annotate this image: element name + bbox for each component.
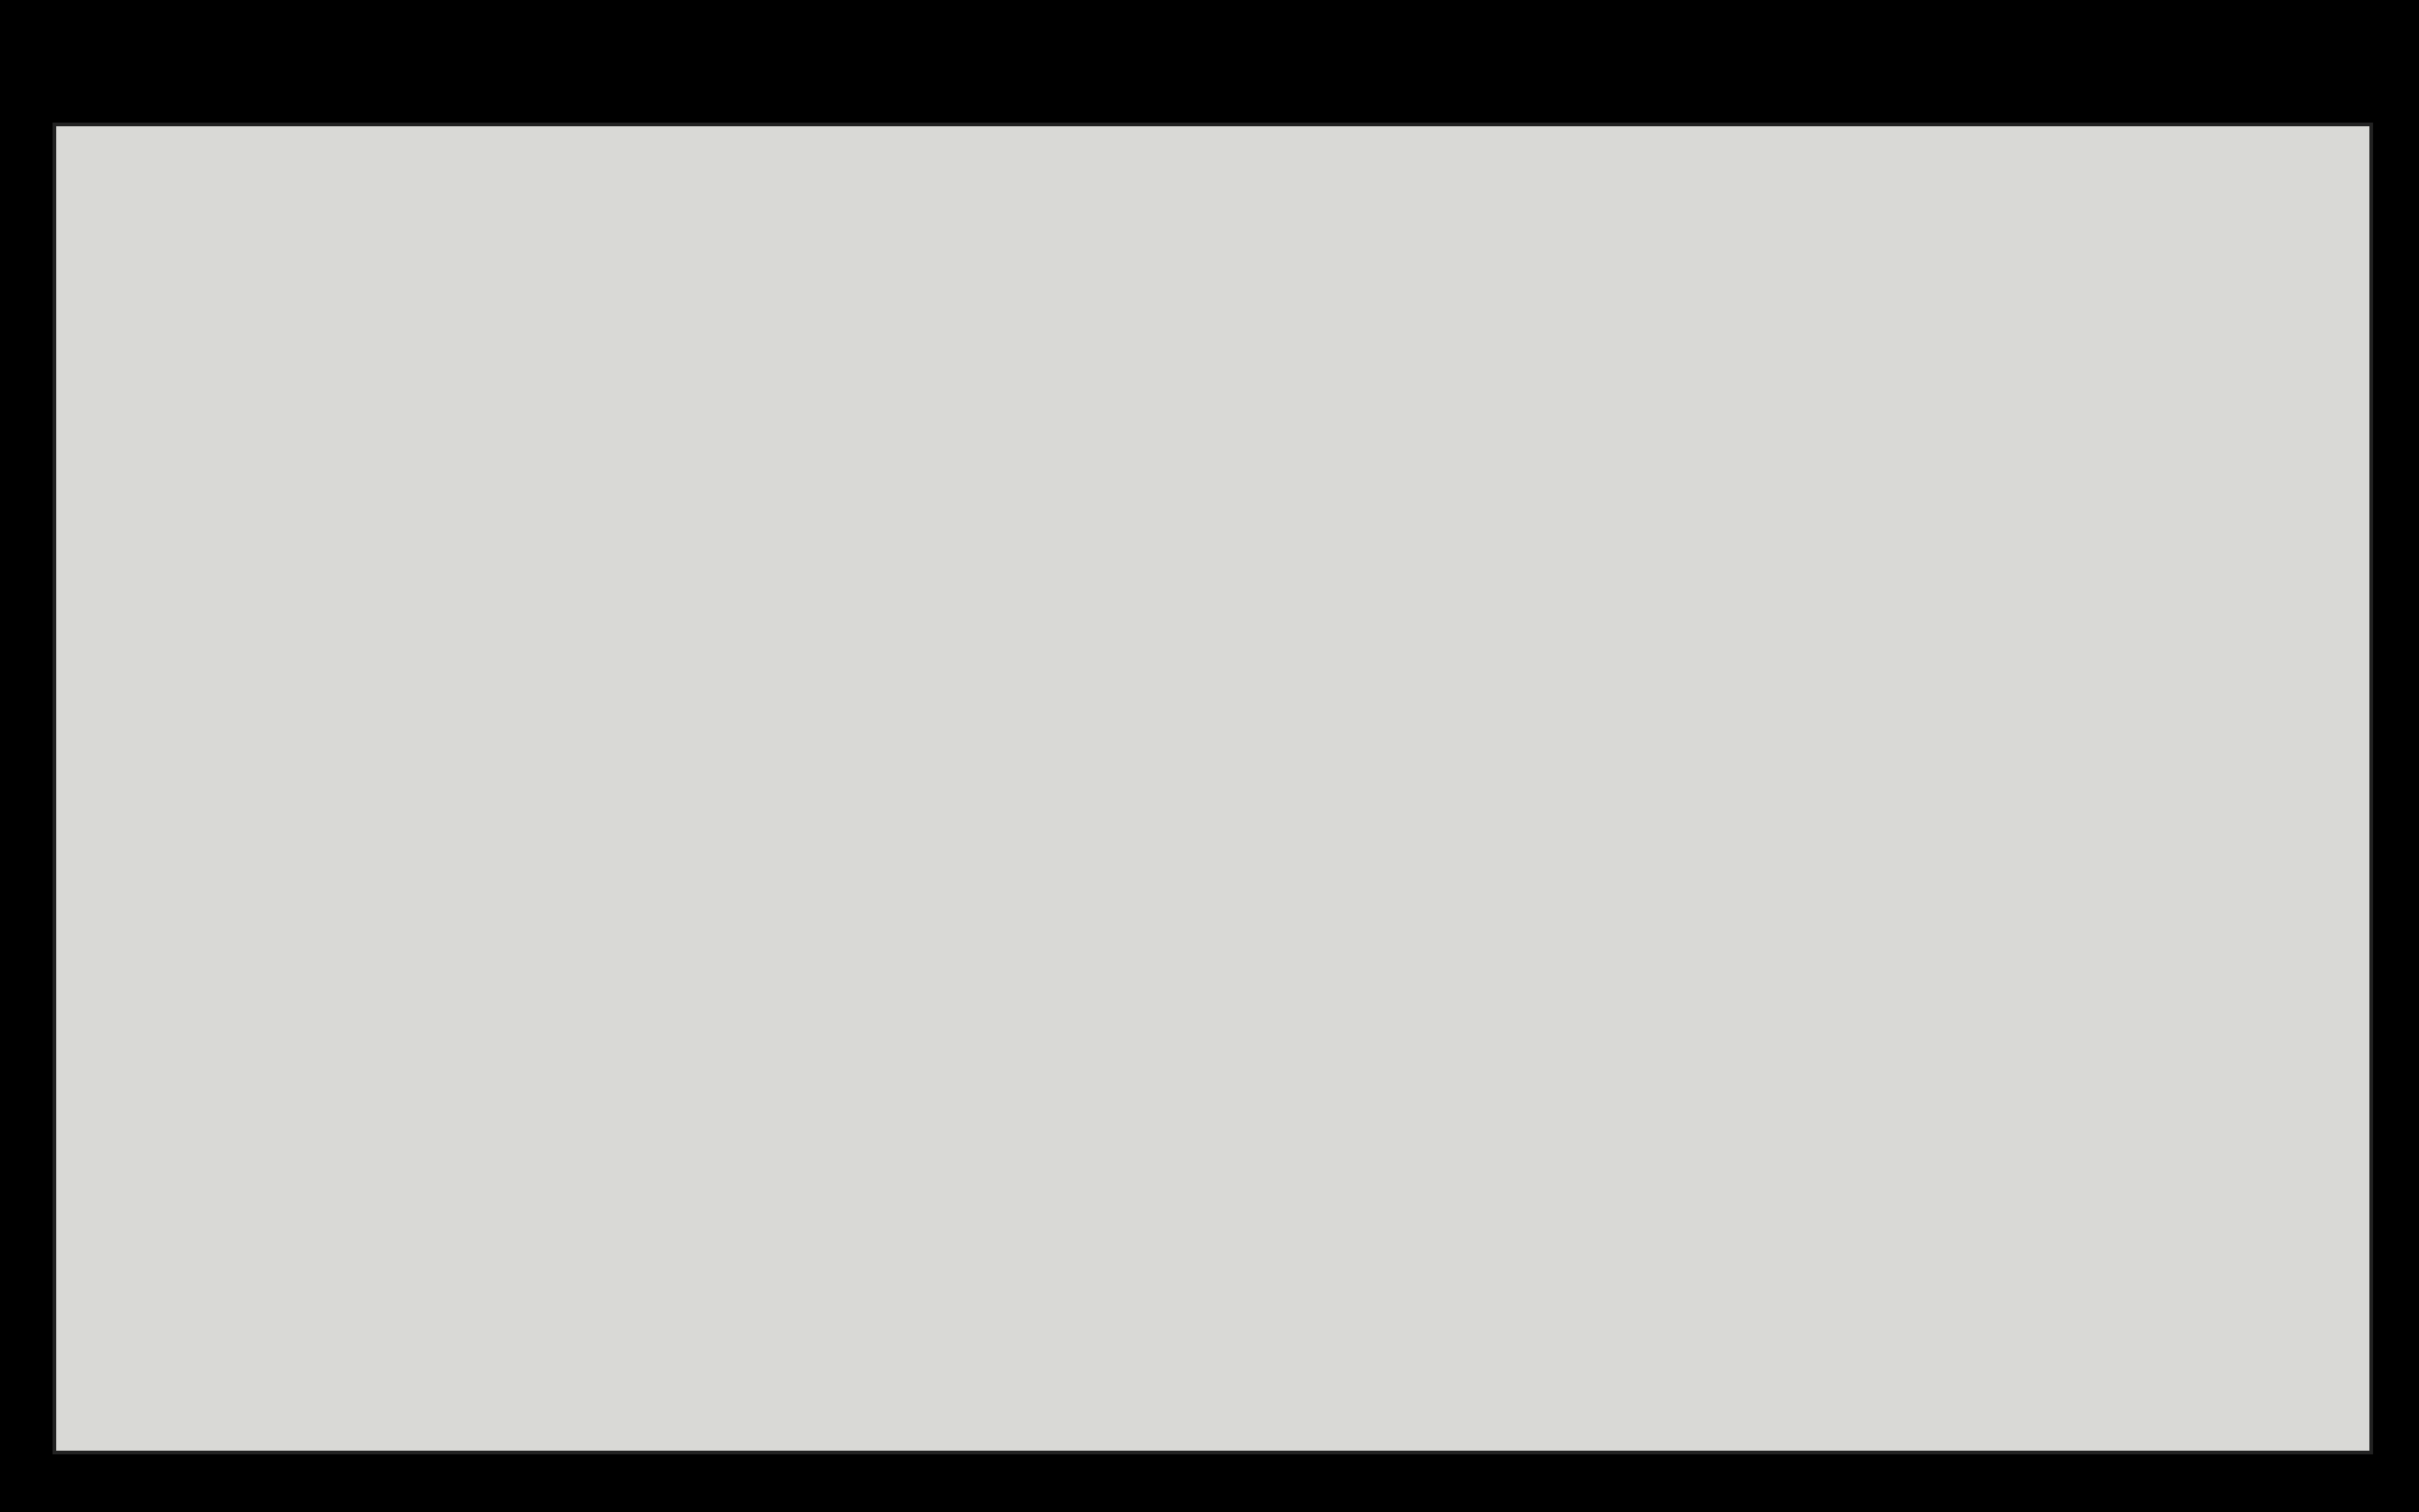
census-card: [53, 123, 2373, 1454]
